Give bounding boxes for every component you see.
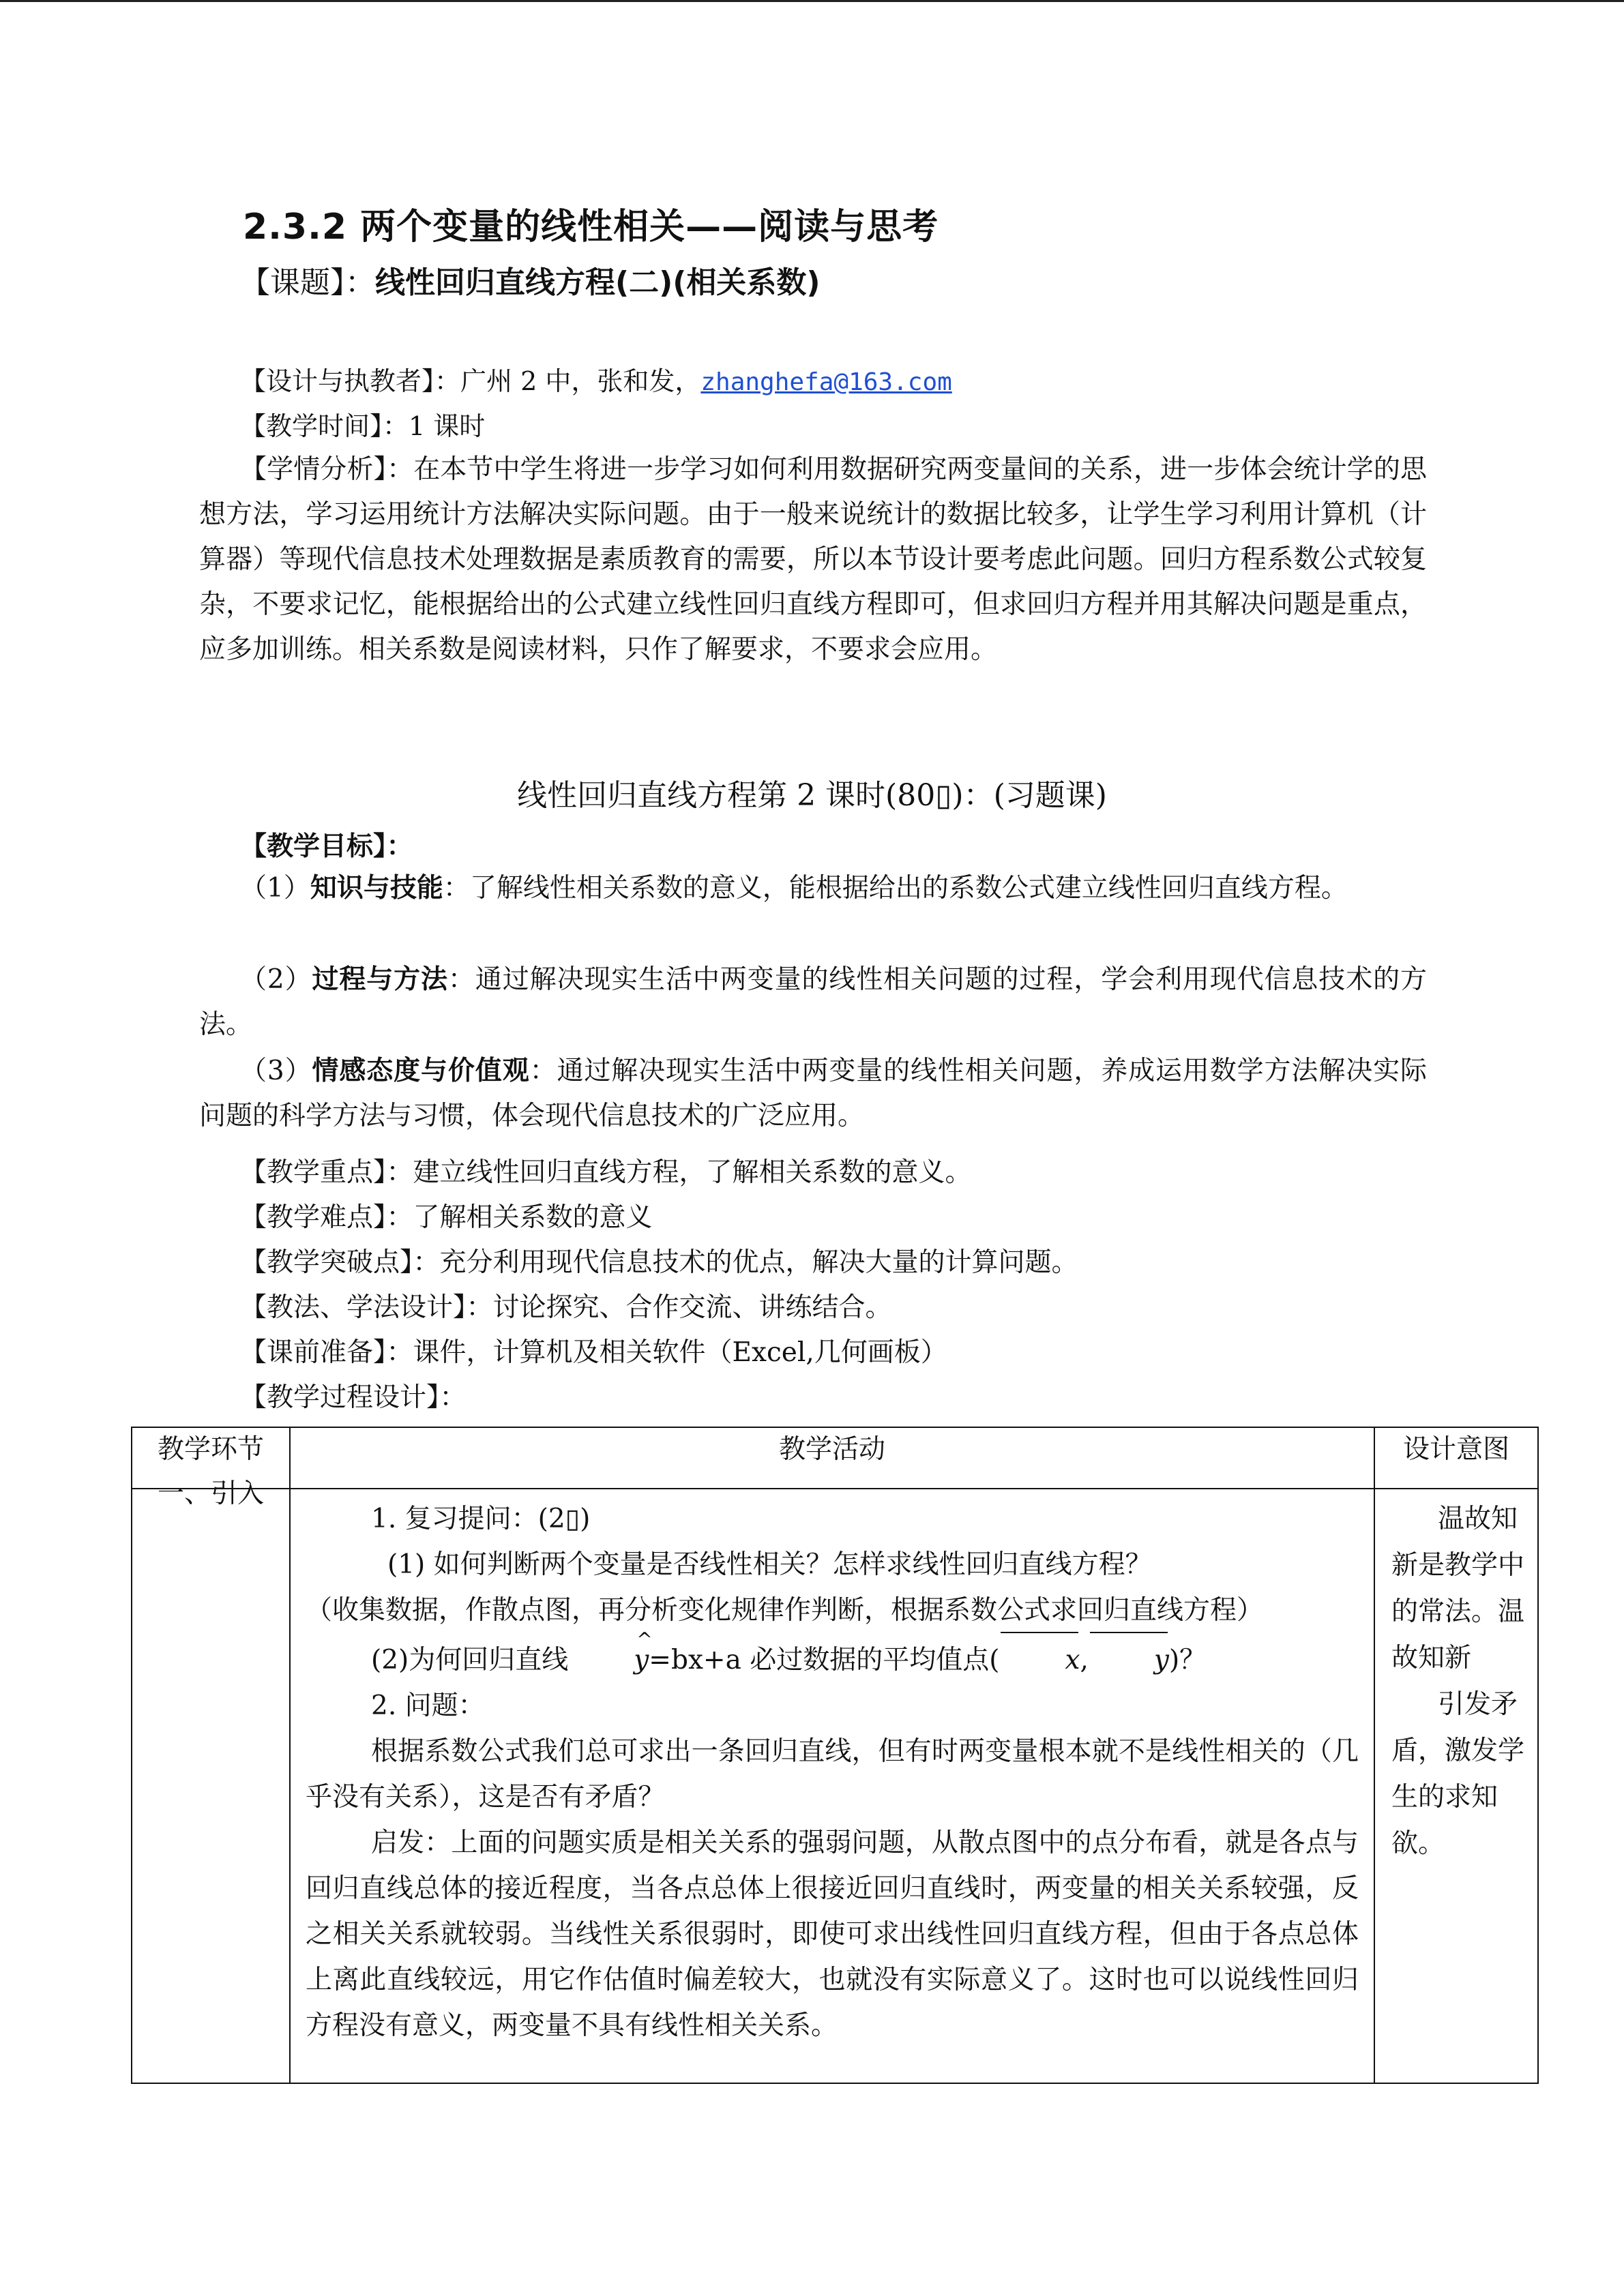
breakthrough: 【教学突破点】：充分利用现代信息技术的优点，解决大量的计算问题。	[240, 1247, 1078, 1278]
activity-question-2: (2)为何回归直线^ y=bx+a 必过数据的平均值点( x, y)？	[306, 1637, 1359, 1683]
header-activity: 教学活动	[290, 1427, 1374, 1489]
lesson-topic	[240, 258, 820, 301]
x-bar-symbol: x	[999, 1637, 1080, 1683]
lesson-title: 线性回归直线方程第 2 课时(80▯)：(习题课)	[517, 778, 1107, 813]
difficulty: 【教学难点】：了解相关系数的意义	[240, 1202, 653, 1233]
goal-1-number: （1）	[240, 873, 310, 904]
activity-problem-text: 根据系数公式我们总可求出一条回归直线，但有时两变量根本就不是线性相关的（几乎没有关系），这是否有矛盾？	[306, 1736, 1359, 1813]
y-bar-symbol: y	[1089, 1637, 1169, 1683]
goal-1	[199, 866, 1427, 911]
teaching-methods: 【教法、学法设计】：讨论探究、合作交流、讲练结合。	[240, 1292, 892, 1323]
designer-line	[240, 360, 952, 398]
intent-motivation: 引发矛盾，激发学生的求知欲。	[1391, 1689, 1525, 1859]
activity-question-1: (1) 如何判断两个变量是否线性相关？怎样求线性回归直线方程？	[387, 1549, 1152, 1580]
activity-review: 1. 复习提问：(2▯)	[371, 1504, 591, 1534]
q2-middle: =bx+a 必过数据的平均值点	[649, 1645, 990, 1675]
goal-3	[199, 1049, 1427, 1139]
teaching-process-table	[131, 1427, 1539, 2084]
learning-analysis	[199, 447, 1427, 672]
table-row	[132, 1489, 1538, 2083]
key-points: 【教学重点】：建立线性回归直线方程，了解相关系数的意义。	[240, 1157, 972, 1188]
page-title: 2.3.2 两个变量的线性相关——阅读与思考	[243, 207, 939, 248]
analysis-text: 在本节中学生将进一步学习如何利用数据研究两变量间的关系，进一步体会统计学的思想方法，学习运用统计方法解决实际问题。由于一般来说统计的数据比较多，让学生学习利用计算机（计算器）等现代信息技术处理数据是素质教育的需要，所以本节设计要考虑此问题。回归方程系数公式较复杂，不要求记忆，能根据给出的公式建立线性回归直线方程即可，但求回归方程并用其解决问题是重点，应多加训练。相关系数是阅读材料，只作了解要求，不要求会应用。	[199, 454, 1427, 665]
designer-label: 【设计与执教者】：广州 2 中，张和发，	[240, 366, 701, 396]
preparation: 【课前准备】：课件，计算机及相关软件（Excel,几何画板）	[240, 1337, 947, 1368]
goals-label: 【教学目标】：	[240, 831, 413, 862]
page-top-border	[0, 0, 1624, 2]
header-stage: 教学环节	[132, 1427, 290, 1489]
goal-3-text: ：通过解决现实生活中两变量的线性相关问题，养成运用数学方法解决实际问题的科学方法与习惯，体会现代信息技术的广泛应用。	[199, 1056, 1427, 1131]
q2-end: ？	[1179, 1645, 1207, 1675]
stage-label: 一、引入	[157, 1478, 264, 1509]
intent-cell	[1374, 1489, 1538, 2083]
goal-1-text: ：了解线性相关系数的意义，能根据给出的系数公式建立线性回归直线方程。	[443, 873, 1348, 904]
stage-cell	[132, 1478, 290, 2083]
analysis-label: 【学情分析】：	[240, 454, 414, 485]
goal-3-number: （3）	[240, 1056, 312, 1086]
q2-prefix: (2)为何回归直线	[371, 1645, 569, 1675]
activity-cell	[290, 1489, 1374, 2083]
topic-text: 线性回归直线方程(二)(相关系数)	[375, 265, 821, 300]
goal-3-heading: 情感态度与价值观	[312, 1056, 530, 1086]
teaching-time: 【教学时间】：1 课时	[240, 411, 486, 441]
goal-2-number: （2）	[240, 964, 312, 995]
intent-review: 温故知新是教学中的常法。温故知新	[1391, 1504, 1525, 1673]
topic-label: 【课题】：	[240, 265, 375, 300]
goal-1-heading: 知识与技能	[310, 873, 443, 904]
process-label: 【教学过程设计】：	[240, 1382, 467, 1413]
y-hat-symbol: ^ y	[568, 1637, 649, 1683]
goal-2-text: ：通过解决现实生活中两变量的线性相关问题的过程，学会利用现代信息技术的方法。	[199, 964, 1427, 1040]
header-intent: 设计意图	[1374, 1427, 1538, 1489]
activity-problem-label: 2. 问题：	[371, 1690, 485, 1721]
goal-2-heading: 过程与方法	[312, 964, 448, 995]
activity-hint-text: 启发：上面的问题实质是相关关系的强弱问题，从散点图中的点分布看，就是各点与回归直线总体的接近程度，当各点总体上很接近回归直线时，两变量的相关关系较强，反之相关关系就较弱。当线性关系很弱时，即使可求出线性回归直线方程，但由于各点总体上离此直线较远，用它作估值时偏差较大，也就没有实际意义了。这时也可以说线性回归方程没有意义，两变量不具有线性相关关系。	[306, 1828, 1359, 2041]
goal-2	[199, 957, 1427, 1047]
activity-answer-1: （收集数据，作散点图，再分析变化规律作判断，根据系数公式求回归直线方程）	[306, 1595, 1264, 1626]
table-header-row	[132, 1427, 1538, 1489]
q2-comma: ,	[1080, 1645, 1089, 1675]
designer-email-link[interactable]: zhanghefa@163.com	[700, 368, 952, 396]
